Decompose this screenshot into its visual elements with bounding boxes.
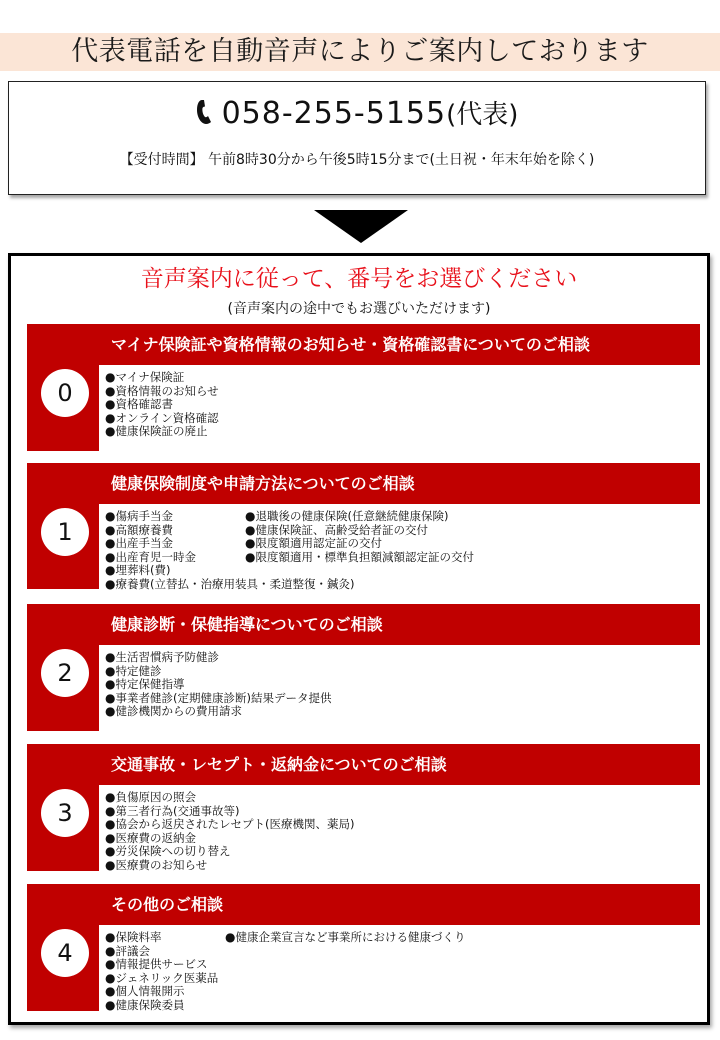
list-item: ● 健康保険証の廃止	[105, 425, 219, 439]
list-item: ● 個人情報開示	[105, 985, 225, 999]
item-column	[105, 371, 219, 439]
option-items	[99, 365, 700, 439]
list-item: ● 傷病手当金	[105, 510, 245, 524]
list-item: ● 出産手当金	[105, 537, 245, 551]
option-number-badge: 4	[41, 929, 89, 977]
list-item: ● 退職後の健康保険(任意継続健康保険)	[245, 510, 474, 524]
list-item: ● 協会から返戻されたレセプト(医療機関、薬局)	[105, 818, 354, 832]
item-column	[245, 510, 474, 564]
list-item: ● 資格情報のお知らせ	[105, 385, 219, 399]
menu-option-0	[27, 324, 700, 452]
option-header: 健康保険制度や申請方法についてのご相談	[27, 463, 700, 504]
phone-number[interactable]: 058-255-5155	[221, 96, 447, 131]
option-header: 健康診断・保健指導についてのご相談	[27, 604, 700, 645]
phone-number-label: (代表)	[446, 100, 519, 130]
list-item: ● オンライン資格確認	[105, 412, 219, 426]
list-item: ● 療養費(立替払・治療用装具・柔道整復・鍼灸)	[105, 578, 245, 592]
option-items	[99, 925, 700, 1012]
list-item: ● 出産育児一時金	[105, 551, 245, 565]
option-items	[99, 645, 700, 719]
list-item: ● 医療費の返納金	[105, 832, 354, 846]
list-item: ● 限度額適用認定証の交付	[245, 537, 474, 551]
list-item: ● 労災保険への切り替え	[105, 845, 354, 859]
item-column	[105, 791, 354, 872]
list-item: ● 生活習慣病予防健診	[105, 651, 331, 665]
reception-hours: 【受付時間】 午前8時30分から午後5時15分まで(土日祝・年末年始を除く)	[119, 152, 595, 168]
list-item: ● 評議会	[105, 945, 225, 959]
option-number-badge: 2	[41, 649, 89, 697]
list-item: ● 保険料率	[105, 931, 225, 945]
down-triangle-icon	[314, 210, 408, 243]
menu-option-3	[27, 744, 700, 874]
phone-icon	[196, 97, 218, 125]
option-number-column	[27, 365, 99, 451]
menu-option-2	[27, 604, 700, 732]
phone-line	[9, 94, 705, 135]
option-items	[99, 504, 700, 591]
phone-info-box	[8, 81, 706, 195]
option-number-column	[27, 645, 99, 731]
option-header: その他のご相談	[27, 884, 700, 925]
option-number-column	[27, 925, 99, 1011]
menu-subtitle: (音声案内の途中でもお選びいただけます)	[227, 301, 491, 317]
list-item: ● 健康保険証、高齢受給者証の交付	[245, 524, 474, 538]
list-item: ● 資格確認書	[105, 398, 219, 412]
list-item: ● 負傷原因の照会	[105, 791, 354, 805]
option-number-badge: 1	[41, 508, 89, 556]
list-item: ● 第三者行為(交通事故等)	[105, 805, 354, 819]
announcement-banner: 代表電話を自動音声によりご案内しております	[0, 33, 720, 71]
list-item: ● ジェネリック医薬品	[105, 972, 225, 986]
option-number-column	[27, 504, 99, 589]
option-items	[99, 785, 700, 872]
list-item: ● 埋葬料(費)	[105, 564, 245, 578]
option-number-badge: 3	[41, 789, 89, 837]
list-item: ● 健康企業宣言など事業所における健康づくり	[225, 931, 465, 945]
list-item: ● 健康保険委員	[105, 999, 225, 1013]
menu-option-4	[27, 884, 700, 1017]
item-column	[105, 651, 331, 719]
list-item: ● マイナ保険証	[105, 371, 219, 385]
item-column	[225, 931, 465, 945]
list-item: ● 限度額適用・標準負担額減額認定証の交付	[245, 551, 474, 565]
option-header: マイナ保険証や資格情報のお知らせ・資格確認書についてのご相談	[27, 324, 700, 365]
option-header: 交通事故・レセプト・返納金についてのご相談	[27, 744, 700, 785]
list-item: ● 医療費のお知らせ	[105, 859, 354, 873]
list-item: ● 特定健診	[105, 665, 331, 679]
menu-title: 音声案内に従って、番号をお選びください	[140, 266, 578, 292]
item-column	[105, 931, 225, 1012]
voice-menu-panel	[8, 253, 710, 1025]
list-item: ● 健診機関からの費用請求	[105, 705, 331, 719]
list-item: ● 情報提供サービス	[105, 958, 225, 972]
option-number-column	[27, 785, 99, 871]
list-item: ● 高額療養費	[105, 524, 245, 538]
list-item: ● 事業者健診(定期健康診断)結果データ提供	[105, 692, 331, 706]
list-item: ● 特定保健指導	[105, 678, 331, 692]
menu-option-1	[27, 463, 700, 601]
option-number-badge: 0	[41, 369, 89, 417]
